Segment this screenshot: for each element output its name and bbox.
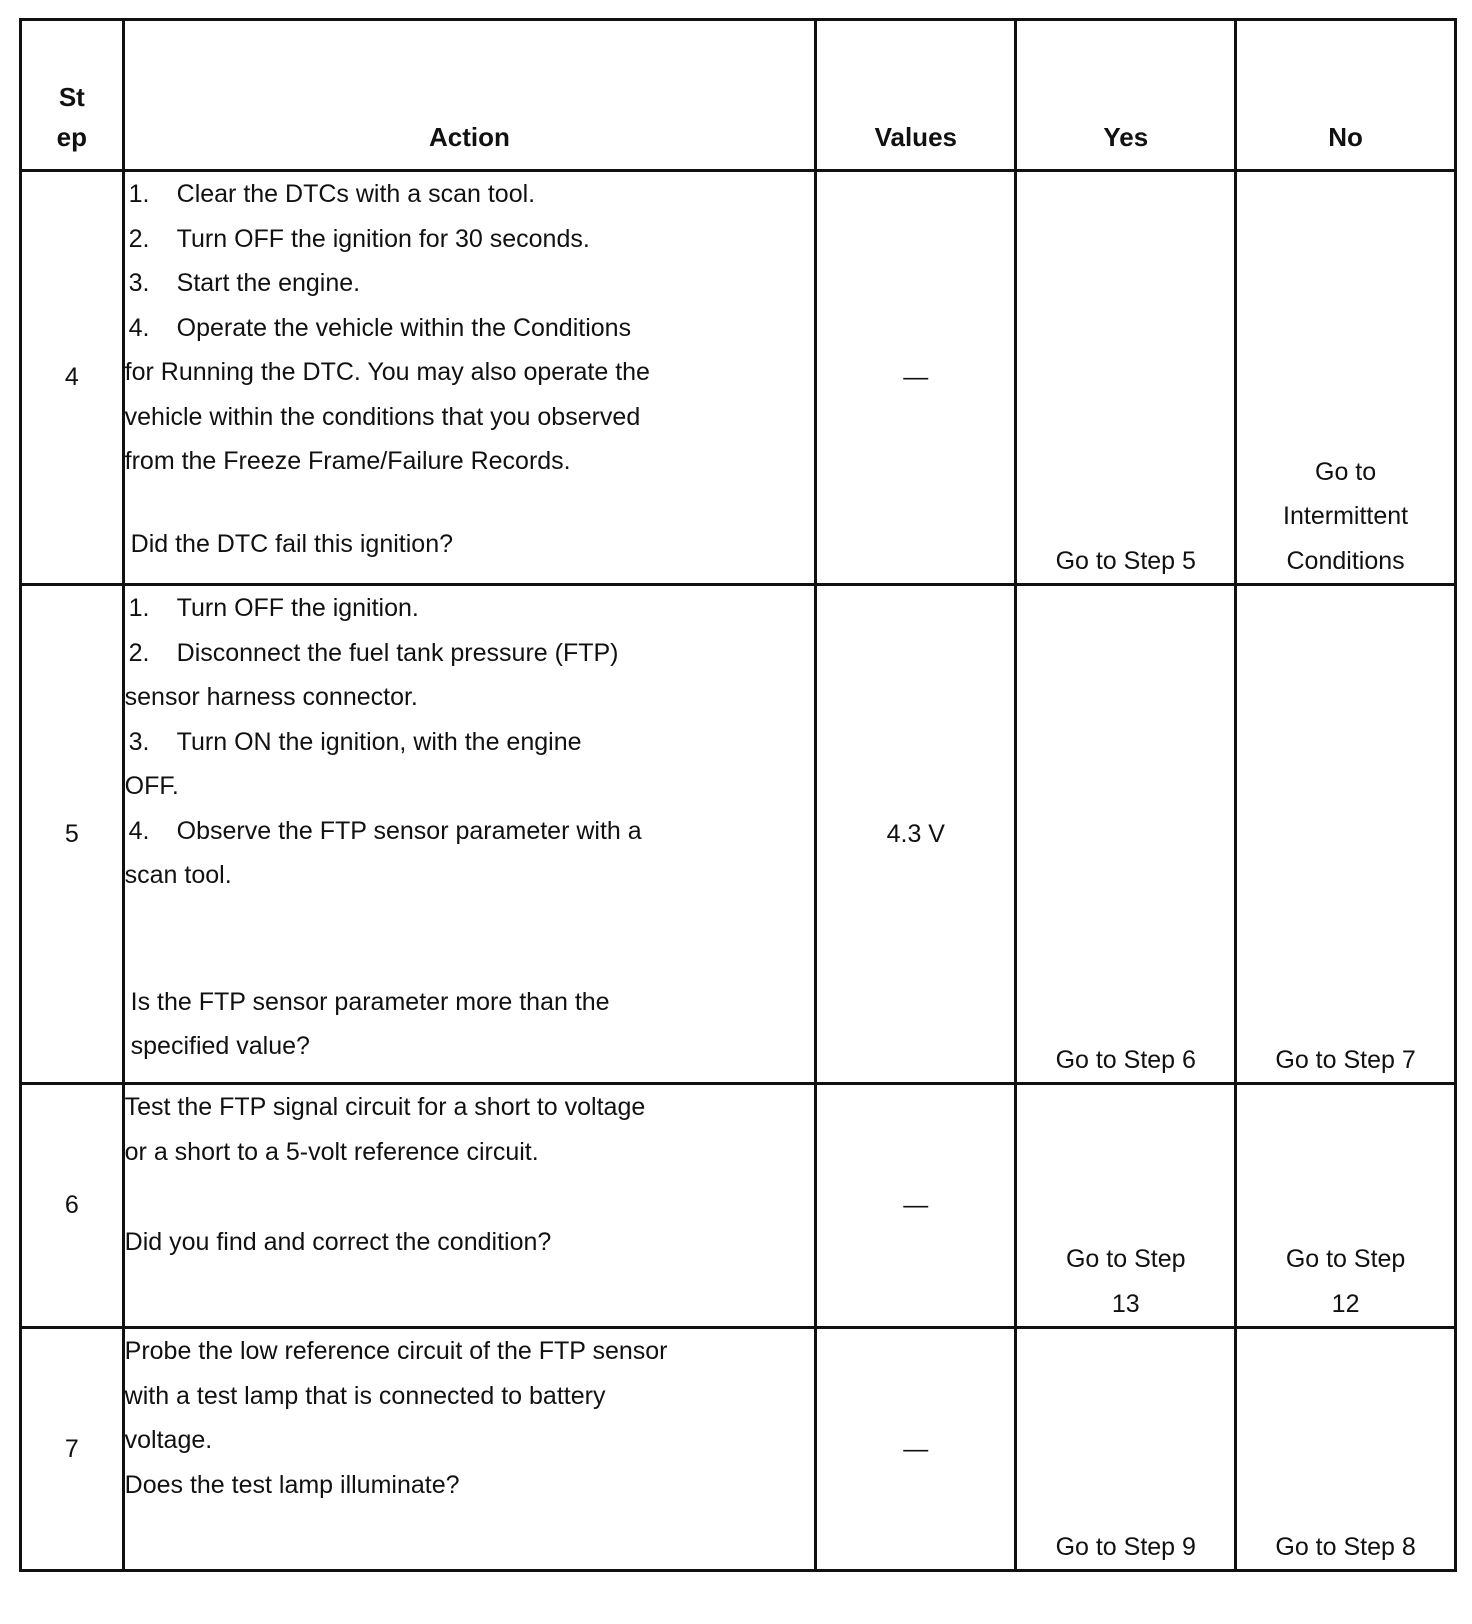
- action-item: 2. Disconnect the fuel tank pressure (FTP) sensor harness connector.: [124, 638, 619, 711]
- action-item: 2. Turn OFF the ignition for 30 seconds.: [128, 224, 590, 253]
- yes-cell: Go to Step 5: [1016, 171, 1236, 585]
- values-cell: —: [816, 1328, 1016, 1571]
- action-question: Did the DTC fail this ignition?: [130, 529, 454, 558]
- no-cell: Go to Step 12: [1236, 1084, 1456, 1328]
- no-cell: Go to Step 7: [1236, 585, 1456, 1084]
- values-cell: 4.3 V: [816, 585, 1016, 1084]
- table-row-step-5: [21, 585, 1456, 1084]
- action-question: Is the FTP sensor parameter more than the specified value?: [130, 987, 610, 1060]
- action-item: 1. Turn OFF the ignition.: [128, 594, 419, 622]
- header-yes: Yes: [1016, 20, 1236, 171]
- step-number: 6: [21, 1084, 124, 1328]
- header-row: [21, 20, 1456, 171]
- yes-cell: Go to Step 9: [1016, 1328, 1236, 1571]
- action-question: Did you find and correct the condition?: [124, 1228, 552, 1256]
- header-action: Action: [123, 20, 816, 171]
- step-number: 7: [21, 1328, 124, 1571]
- action-item: 3. Turn ON the ignition, with the engine OFF.: [124, 727, 582, 800]
- action-item: 1. Clear the DTCs with a scan tool.: [128, 180, 536, 208]
- action-text: Probe the low reference circuit of the FTP sensor with a test lamp that is connected to battery voltage.: [124, 1337, 668, 1454]
- header-no: No: [1236, 20, 1456, 171]
- header-step: St ep: [21, 20, 124, 171]
- diagnostic-table: [19, 18, 1457, 1572]
- yes-cell: Go to Step 13: [1016, 1084, 1236, 1328]
- no-cell: Go to Intermittent Conditions: [1236, 171, 1456, 585]
- step-number: 4: [21, 171, 124, 585]
- action-cell: [123, 585, 816, 1084]
- yes-cell: Go to Step 6: [1016, 585, 1236, 1084]
- table-row-step-6: [21, 1084, 1456, 1328]
- action-text: Test the FTP signal circuit for a short to voltage or a short to a 5-volt reference circuit.: [124, 1093, 646, 1166]
- header-values: Values: [816, 20, 1016, 171]
- step-number: 5: [21, 585, 124, 1084]
- no-cell: Go to Step 8: [1236, 1328, 1456, 1571]
- table-row-step-4: [21, 171, 1456, 585]
- action-cell: [123, 171, 816, 585]
- action-item: 4. Observe the FTP sensor parameter with a scan tool.: [124, 816, 642, 889]
- table-row-step-7: [21, 1328, 1456, 1571]
- action-item: 3. Start the engine.: [128, 269, 361, 297]
- values-cell: —: [816, 171, 1016, 585]
- action-item: 4. Operate the vehicle within the Conditions for Running the DTC. You may also operate the vehicle within the conditions that you observed from the Freeze Frame/Failure Records.: [124, 313, 650, 475]
- action-cell: [123, 1084, 816, 1328]
- action-question: Does the test lamp illuminate?: [124, 1470, 460, 1499]
- action-cell: [123, 1328, 816, 1571]
- values-cell: —: [816, 1084, 1016, 1328]
